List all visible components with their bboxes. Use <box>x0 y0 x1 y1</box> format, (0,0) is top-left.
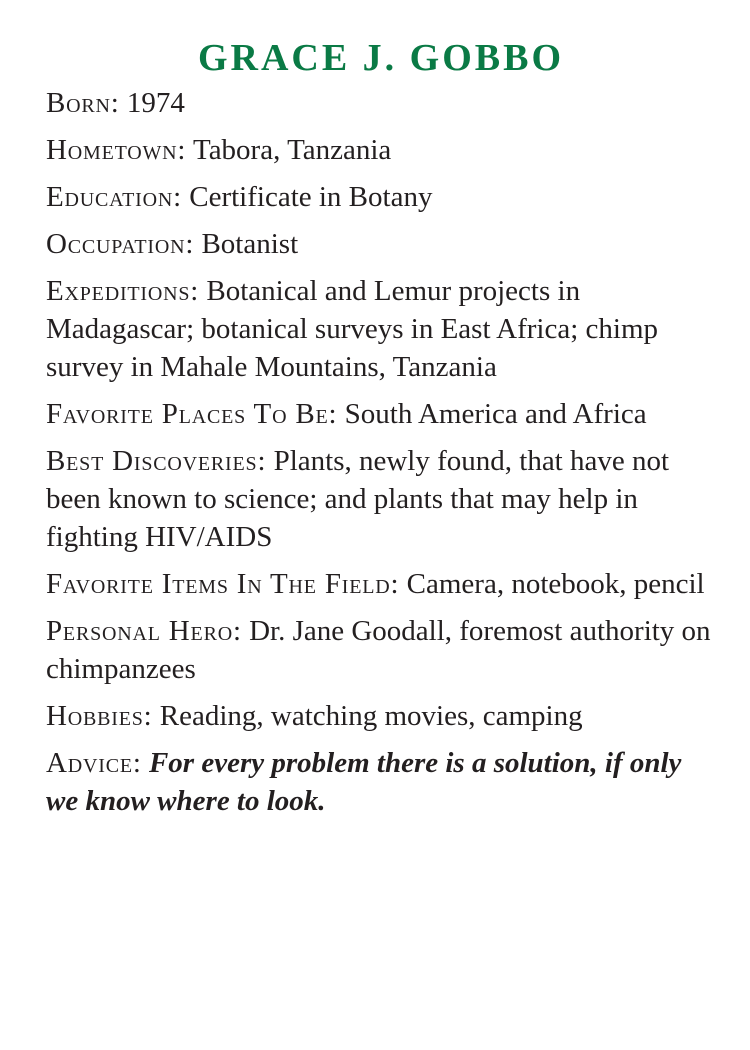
hometown-value: Tabora, Tanzania <box>193 134 392 166</box>
expeditions-entry <box>46 272 716 386</box>
born-label: Born: <box>46 87 120 119</box>
favorite-items-value: Camera, notebook, pencil <box>406 568 705 600</box>
education-entry <box>46 178 716 216</box>
advice-label: Advice: <box>46 747 142 779</box>
education-value: Certificate in Botany <box>189 181 433 213</box>
profile-name: GRACE J. GOBBO <box>197 37 565 79</box>
best-discoveries-entry <box>46 442 716 556</box>
occupation-value: Botanist <box>201 228 299 260</box>
education-label: Education: <box>46 181 182 213</box>
personal-hero-value: Dr. Jane Goodall, foremost authority on chimpanzees <box>46 615 711 685</box>
hobbies-value: Reading, watching movies, camping <box>159 700 583 732</box>
born-value: 1974 <box>126 87 185 119</box>
personal-hero-entry <box>46 612 716 688</box>
hobbies-entry <box>46 697 716 735</box>
born-entry <box>46 84 716 122</box>
advice-value: For every problem there is a solution, if only we know where to look. <box>46 747 682 817</box>
occupation-label: Occupation: <box>46 228 195 260</box>
best-discoveries-value: Plants, newly found, that have not been known to science; and plants that may help in fighting HIV/AIDS <box>46 445 670 553</box>
favorite-items-entry <box>46 565 716 603</box>
expeditions-value: Botanical and Lemur projects in Madagascar; botanical surveys in East Africa; chimp survey in Mahale Mountains, Tanzania <box>46 275 659 383</box>
hobbies-label: Hobbies: <box>46 700 153 732</box>
favorite-places-label: Favorite Places To Be: <box>46 398 338 430</box>
profile-card <box>46 36 716 829</box>
favorite-items-label: Favorite Items In The Field: <box>46 568 400 600</box>
hometown-label: Hometown: <box>46 134 187 166</box>
personal-hero-label: Personal Hero: <box>46 615 242 647</box>
expeditions-label: Expeditions: <box>46 275 200 307</box>
best-discoveries-label: Best Discoveries: <box>46 445 267 477</box>
occupation-entry <box>46 225 716 263</box>
favorite-places-entry <box>46 395 716 433</box>
hometown-entry <box>46 131 716 169</box>
advice-entry <box>46 744 716 820</box>
favorite-places-value: South America and Africa <box>344 398 647 430</box>
